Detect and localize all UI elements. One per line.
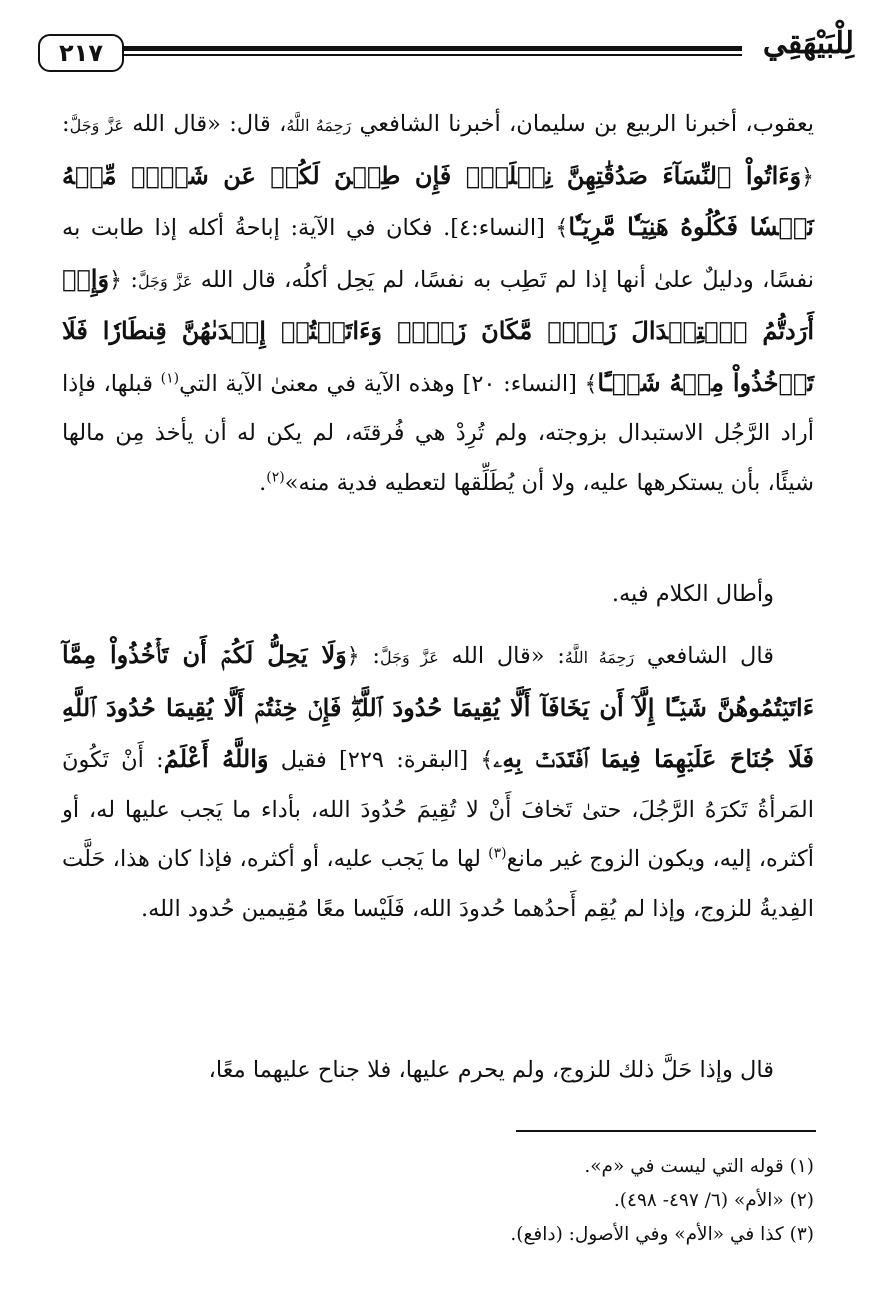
text-run: ، قال: «قال الله [123,111,287,137]
page-header [38,26,854,82]
footnote-ref[interactable]: (٣) [488,845,507,862]
text-run: لها ما يَجب عليه، أو أكثره، فإذا كان هذا، حَلَّت الفِديةُ للزوج، وإذا لم يُقِم أَحدُهما حُدودَ الله، فَلَيْسا معًا مُقِيمين حُدود الله. [62,846,814,922]
honorific: عَزَّ وَجَلَّ [69,116,124,135]
paragraph-2: وأطال الكلام فيه. [611,581,774,607]
header-rule-thick [124,46,742,51]
text-run: : أَنْ تَكُونَ المَرأةُ تَكرَهُ الرَّجُلَ، حتىٰ تَخافَ أَنْ لا تُقِيمَ حُدُودَ الله، بأداء ما يَجب عليها له، أو أكثره، إليه، ويكون الزوج غير مانع [62,747,814,872]
quran-bracket-open: ﴿ [801,164,814,190]
running-head: لِلْبَيْهَقِي [762,26,854,61]
footnote-ref[interactable]: (١) [160,370,180,386]
header-rule-thin [124,54,742,56]
paragraph-1 [62,100,814,508]
text-run: [النساء:٤]. فكان في الآية: إباحةُ أكله إذا طابت به نفسًا، ودليلٌ علىٰ أنها إذا لم تَطِب به نفسًا، لم يَحِل أكلُه، قال الله [62,215,815,293]
text-run: : «قال الله [438,643,565,669]
footnotes [62,1150,814,1252]
paragraph-3 [62,630,814,934]
footnote-3: (٣) كذا في «الأم» وفي الأصول: (دافع). [510,1224,814,1245]
quran-bracket-close: ﴾ [584,371,598,397]
text-run: [البقرة: ٢٢٩] فقيل [268,747,481,773]
text-run: : [359,643,380,669]
text-run: قبلها، فإذا أراد الرَّجُل الاستبدال بزوجته، ولم تُرِدْ هي فُرقتَه، لم يكن له أن يأخذ مِن مالها شيئًا، بأن يستكرهها عليه، ولا أن يُطَلِّقها لتعطيه فدية منه» [62,370,814,496]
text-run: [النساء: ٢٠] وهذه الآية في معنىٰ الآية التي [179,370,585,397]
text-run: : [121,266,138,293]
text-run: . [259,469,267,496]
footnote-2: (٢) «الأم» (٦/ ٤٩٧- ٤٩٨). [613,1190,814,1211]
text-run: يعقوب، أخبرنا الربيع بن سليمان، أخبرنا الشافعي [351,111,814,137]
footnote-1: (١) قوله التي ليست في «م». [584,1156,814,1177]
header-rule [124,46,742,58]
text-run: : [62,111,70,137]
honorific: رَحِمَهُ اللَّهُ [564,648,635,667]
quran-bracket-open: ﴿ [109,267,122,293]
quran-bracket-close: ﴾ [480,748,494,773]
page-number: ٢١٧ [38,34,124,72]
quran-verse: وَإِنۡ أَرَدتُّمُ ٱسۡتِبۡدَالَ زَوۡجٖ مَّكَانَ زَوۡجٖ وَءَاتَيۡتُمۡ إِحۡدَىٰهُنَّ قِنطَارٗا فَلَا تَأۡخُذُواْ مِنۡهُ شَيۡـًٔا [62,263,814,397]
quran-verse: وَءَاتُواْ ٱلنِّسَآءَ صَدُقَٰتِهِنَّ نِحۡلَةٗۚ فَإِن طِبۡنَ لَكُمۡ عَن شَيۡءٖ مِّنۡهُ نَفۡسٗا فَكُلُوهُ هَنِيٓـٔٗا مَّرِيٓـٔٗا [62,160,814,241]
allah-knows-best: وَاللَّهُ أَعْلَمُ [163,744,269,773]
paragraph-4: قال وإذا حَلَّ ذلك للزوج، ولم يحرم عليها، فلا جناح عليهما معًا، [208,1057,774,1083]
quran-verse: وَلَا يَحِلُّ لَكُمۡ أَن تَأۡخُذُواْ مِمَّآ ءَاتَيۡتُمُوهُنَّ شَيۡـًٔا إِلَّآ أَن يَخَافَآ أَلَّا يُقِيمَا حُدُودَ ٱللَّهِۖ فَإِنۡ خِفۡتُمۡ أَلَّا يُقِيمَا حُدُودَ ٱللَّهِ فَلَا جُنَاحَ عَلَيۡهِمَا فِيمَا ٱفۡتَدَتۡ بِهِۦ [62,640,814,773]
honorific: عَزَّ وَجَلَّ [137,271,193,291]
text-run: قال الشافعي [634,643,775,669]
honorific: عَزَّ وَجَلَّ [379,648,439,667]
footnote-ref[interactable]: (٢) [266,469,285,485]
honorific: رَحِمَهُ اللَّهُ [286,116,352,135]
footnote-separator [516,1130,816,1132]
quran-bracket-open: ﴿ [346,644,360,669]
quran-bracket-close: ﴾ [555,216,569,241]
